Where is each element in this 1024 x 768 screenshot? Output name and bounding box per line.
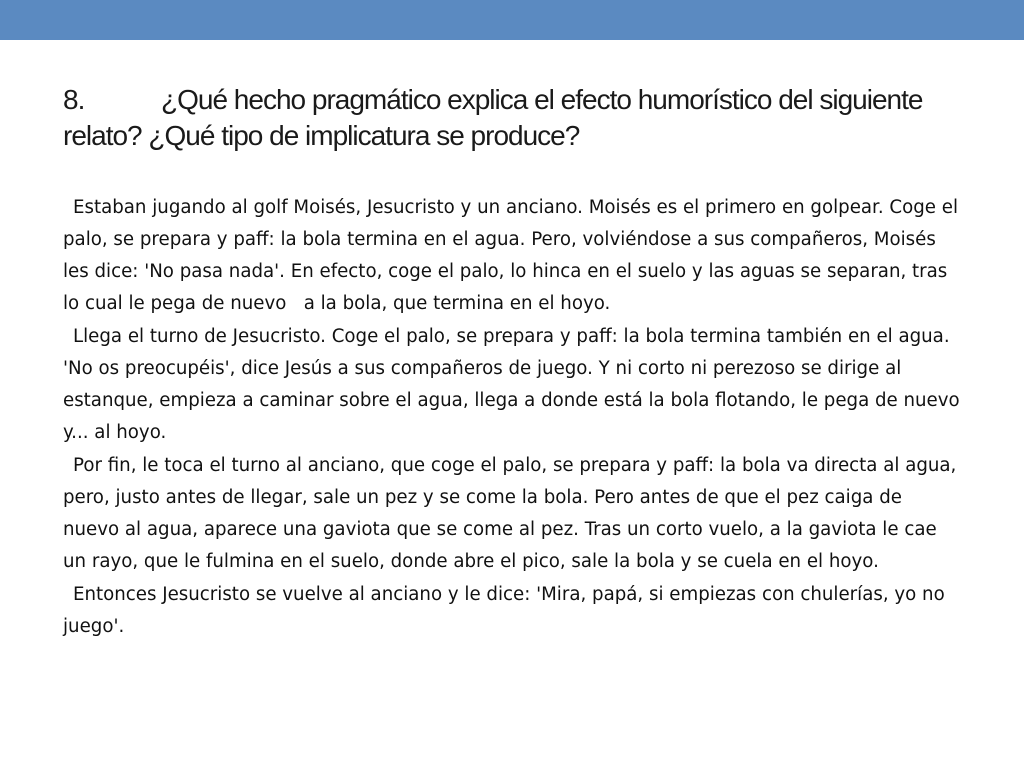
top-accent-band bbox=[0, 0, 1024, 40]
slide-title bbox=[63, 82, 963, 154]
story-paragraph-3: Por fin, le toca el turno al anciano, que coge el palo, se prepara y paff: la bola va directa al agua, pero, justo antes de llegar, sale un pez y se come la bola. Pero antes de que el pez caiga de nuevo al agua, aparece una gaviota que se come al pez. Tras un corto vuelo, a la gaviota le cae un rayo, que le fulmina en el suelo, donde abre el pico, sale la bola y se cuela en el hoyo. bbox=[63, 455, 963, 572]
story-body bbox=[63, 192, 966, 644]
title-text: ¿Qué hecho pragmático explica el efecto humorístico del siguiente relato? ¿Qué tipo de implicatura se produce? bbox=[63, 84, 923, 151]
title-number: 8. bbox=[63, 84, 85, 115]
story-paragraph-2: Llega el turno de Jesucristo. Coge el palo, se prepara y paff: la bola termina también en el agua. 'No os preocupéis', dice Jesús a sus compañeros de juego. Y ni corto ni perezoso se dirige al estanque, empieza a caminar sobre el agua, llega a donde está la bola flotando, le pega de nuevo y... al hoyo. bbox=[63, 326, 966, 443]
story-paragraph-1: Estaban jugando al golf Moisés, Jesucristo y un anciano. Moisés es el primero en golpear. Coge el palo, se prepara y paff: la bola termina en el agua. Pero, volviéndose a sus compañeros, Moisés les dice: 'No pasa nada'. En efecto, coge el palo, lo hinca en el suelo y las aguas se separan, tras lo cual le pega de nuevo a la bola, que termina en el hoyo. bbox=[63, 197, 964, 314]
story-paragraph-4: Entonces Jesucristo se vuelve al anciano y le dice: 'Mira, papá, si empiezas con chulerías, yo no juego'. bbox=[63, 584, 951, 637]
